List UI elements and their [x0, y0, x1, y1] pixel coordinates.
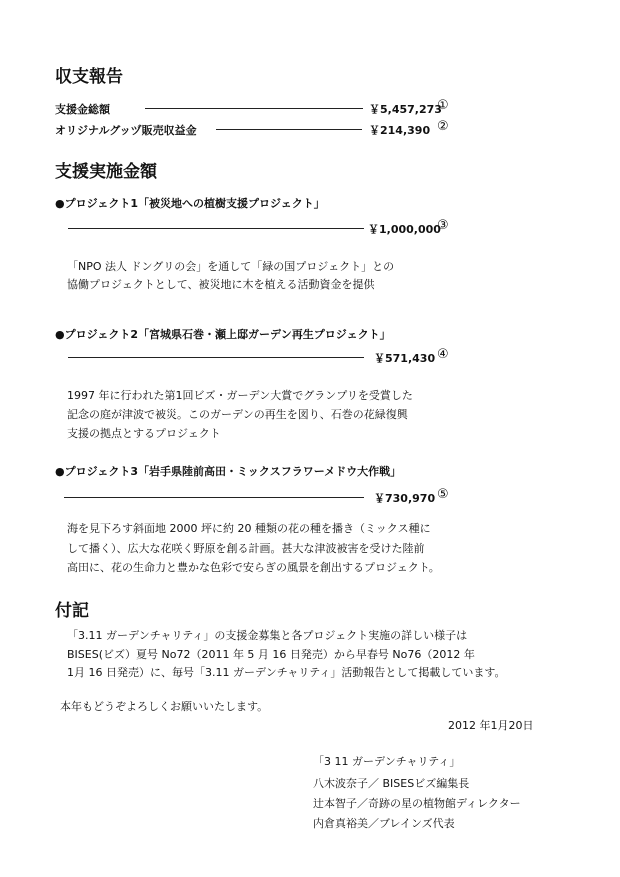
- marker-5: ⑤: [437, 487, 449, 502]
- project-2-amount: ￥571,430: [374, 352, 436, 365]
- project-3-desc-line: 海を見下ろす斜面地 2000 坪に約 20 種類の花の種を播き（ミックス種に: [67, 522, 431, 535]
- appendix-line: BISES(ビズ）夏号 No72（2011 年 5 月 16 日発売）から早春号 No76（2012 年: [67, 648, 475, 661]
- income-amount-goods-sales: ￥214,390: [369, 124, 431, 137]
- income-label-total-support: 支援金総額: [55, 103, 110, 116]
- project-2-title: ●プロジェクト2「宮城県石巻・瀬上邸ガーデン再生プロジェクト」: [55, 328, 391, 341]
- project-3-title: ●プロジェクト3「岩手県陸前高田・ミックスフラワーメドウ大作戦」: [55, 465, 402, 478]
- implementation-heading: 支援実施金額: [55, 162, 157, 182]
- marker-2: ②: [437, 119, 449, 134]
- project-2-desc-line: 記念の庭が津波で被災。このガーデンの再生を図り、石巻の花緑復興: [67, 408, 408, 421]
- project-1-desc-line: 協働プロジェクトとして、被災地に木を植える活動資金を提供: [67, 278, 375, 291]
- income-heading: 収支報告: [55, 67, 123, 87]
- marker-4: ④: [437, 347, 449, 362]
- project-3-amount: ￥730,970: [374, 492, 436, 505]
- marker-1: ①: [437, 98, 449, 113]
- marker-3: ③: [437, 218, 449, 233]
- signature-member: 辻本智子／奇跡の星の植物館ディレクター: [313, 797, 521, 810]
- signature-member: 八木波奈子／ BISESビズ編集長: [313, 777, 470, 790]
- income-label-goods-sales: オリジナルグッヅ販売収益金: [55, 124, 197, 137]
- appendix-heading: 付記: [55, 601, 89, 621]
- leader-line: [64, 497, 364, 498]
- project-1-title: ●プロジェクト1「被災地への植樹支援プロジェクト」: [55, 197, 325, 210]
- closing-text: 本年もどうぞよろしくお願いいたします。: [60, 700, 269, 713]
- project-1-desc-line: 「NPO 法人 ドングリの会」を通して「緑の国プロジェクト」との: [67, 260, 395, 273]
- signature-group: 「3 11 ガーデンチャリティ」: [313, 755, 461, 768]
- project-2-desc-line: 1997 年に行われた第1回ビズ・ガーデン大賞でグランプリを受賞した: [67, 389, 413, 402]
- leader-line: [68, 228, 364, 229]
- leader-line: [216, 129, 362, 130]
- leader-line: [145, 108, 363, 109]
- project-3-desc-line: 高田に、花の生命力と豊かな色彩で安らぎの風景を創出するプロジェクト。: [67, 561, 440, 574]
- signature-member: 内倉真裕美／ブレインズ代表: [313, 817, 455, 830]
- income-amount-total-support: ￥5,457,273: [369, 103, 442, 116]
- appendix-line: 1月 16 日発売）に、毎号「3.11 ガーデンチャリティ」活動報告として掲載しています。: [67, 666, 506, 679]
- leader-line: [68, 357, 364, 358]
- project-1-amount: ￥1,000,000: [368, 223, 441, 236]
- project-2-desc-line: 支援の拠点とするプロジェクト: [67, 427, 221, 440]
- appendix-line: 「3.11 ガーデンチャリティ」の支援金募集と各プロジェクト実施の詳しい様子は: [67, 629, 468, 642]
- project-3-desc-line: して播く）、広大な花咲く野原を創る計画。甚大な津波被害を受けた陸前: [67, 542, 425, 555]
- document-date: 2012 年1月20日: [448, 719, 534, 732]
